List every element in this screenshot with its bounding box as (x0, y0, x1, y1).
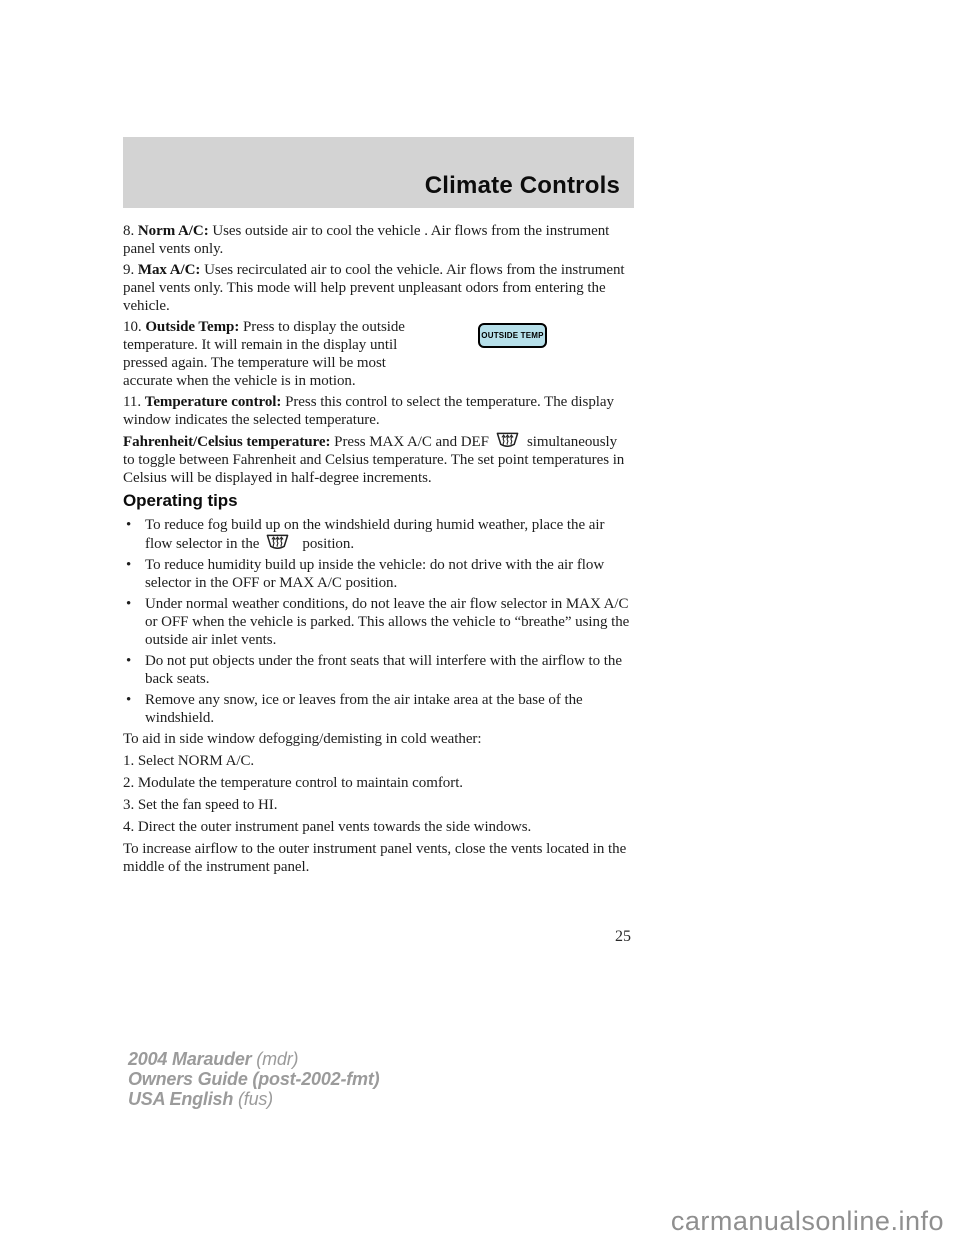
footer-line (128, 1089, 379, 1109)
operating-tips-heading: Operating tips (123, 491, 238, 510)
defog-step: 1. Select NORM A/C. (123, 753, 255, 769)
outside-temp-illustration (406, 318, 631, 368)
list-item (123, 652, 631, 688)
item-number: 9. (123, 262, 138, 278)
page-body (123, 222, 631, 880)
item-text: Uses recirculated air to cool the vehicle. Air flows from the instrument panel vents only. This mode will help prevent unpleasant odors from entering the vehicle. (123, 262, 625, 314)
footer-code: (fus) (237, 1089, 273, 1109)
defog-step: 3. Set the fan speed to HI. (123, 797, 278, 813)
item-number: 11. (123, 394, 145, 410)
outside-temp-button (478, 323, 547, 348)
defog-instructions (123, 730, 631, 876)
item-text: Press to display the outside temperature. It will remain in the display until pressed again. The temperature will be most accurate when the vehicle is in motion. (123, 319, 405, 389)
item-text: To reduce humidity build up inside the vehicle: do not drive with the air flow selector in the OFF or MAX A/C position. (145, 557, 605, 591)
item-label: Fahrenheit/Celsius temperature: (123, 434, 331, 450)
defrost-icon (494, 432, 521, 449)
chapter-header-bar (123, 137, 634, 208)
item-label: Outside Temp: (145, 319, 240, 335)
operating-tips-list (123, 516, 631, 727)
paragraph-temperature-control (123, 393, 631, 429)
bullet-icon: • (126, 557, 132, 573)
list-item (123, 556, 631, 592)
list-item (123, 516, 631, 553)
list-item (123, 595, 631, 649)
item-number: 10. (123, 319, 146, 335)
paragraph-max-ac (123, 261, 631, 315)
item-text: Remove any snow, ice or leaves from the air intake area at the base of the windshield. (145, 692, 583, 726)
footer-language: USA English (128, 1089, 234, 1109)
item-number: 8. (123, 223, 138, 239)
page-number: 25 (615, 928, 631, 945)
footer-guide: Owners Guide (post-2002-fmt) (128, 1069, 380, 1089)
footer-line (128, 1069, 379, 1089)
list-item (123, 691, 631, 727)
paragraph-norm-ac (123, 222, 631, 258)
item-label: Temperature control: (144, 394, 282, 410)
defog-intro: To aid in side window defogging/demisting in cold weather: (123, 731, 482, 747)
item-text: simultaneously to toggle between Fahrenheit and Celsius temperature. The set point temperatures in Celsius will be displayed in half-degree increments. (123, 434, 625, 486)
defog-step: 2. Modulate the temperature control to maintain comfort. (123, 775, 464, 791)
item-text: To reduce fog build up on the windshield during humid weather, place the air flow selector in the (145, 517, 605, 552)
bullet-icon: • (126, 596, 132, 612)
item-label: Max A/C: (137, 262, 201, 278)
item-text: Do not put objects under the front seats that will interfere with the airflow to the back seats. (145, 653, 622, 687)
paragraph-fahrenheit-celsius (123, 432, 631, 487)
footer-line (128, 1049, 379, 1069)
item-text: Under normal weather conditions, do not leave the air flow selector in MAX A/C or OFF when the vehicle is parked. This allows the vehicle to “breathe” using the outside air inlet vents. (145, 596, 630, 648)
footer-model: 2004 Marauder (128, 1049, 252, 1069)
item-text: Press this control to select the temperature. The display window indicates the selected temperature. (123, 394, 614, 428)
item-text: Uses outside air to cool the vehicle . Air flows from the instrument panel vents only. (123, 223, 610, 257)
bullet-icon: • (126, 692, 132, 708)
publication-footer (128, 1049, 379, 1109)
footer-code: (mdr) (256, 1049, 299, 1069)
item-text: position. (302, 536, 355, 552)
defog-step: 4. Direct the outer instrument panel vents towards the side windows. (123, 819, 532, 835)
paragraph-outside-temp (123, 318, 631, 390)
bullet-icon: • (126, 653, 132, 669)
watermark: carmanualsonline.info (670, 1206, 944, 1236)
outside-temp-button-label: OUTSIDE TEMP (481, 330, 544, 340)
item-label: Norm A/C: (137, 223, 209, 239)
item-text: Press MAX A/C and DEF (330, 434, 489, 450)
bullet-icon: • (126, 517, 132, 533)
chapter-title: Climate Controls (424, 172, 620, 199)
defrost-icon (264, 534, 291, 551)
defog-outro: To increase airflow to the outer instrument panel vents, close the vents located in the middle of the instrument panel. (123, 841, 627, 875)
